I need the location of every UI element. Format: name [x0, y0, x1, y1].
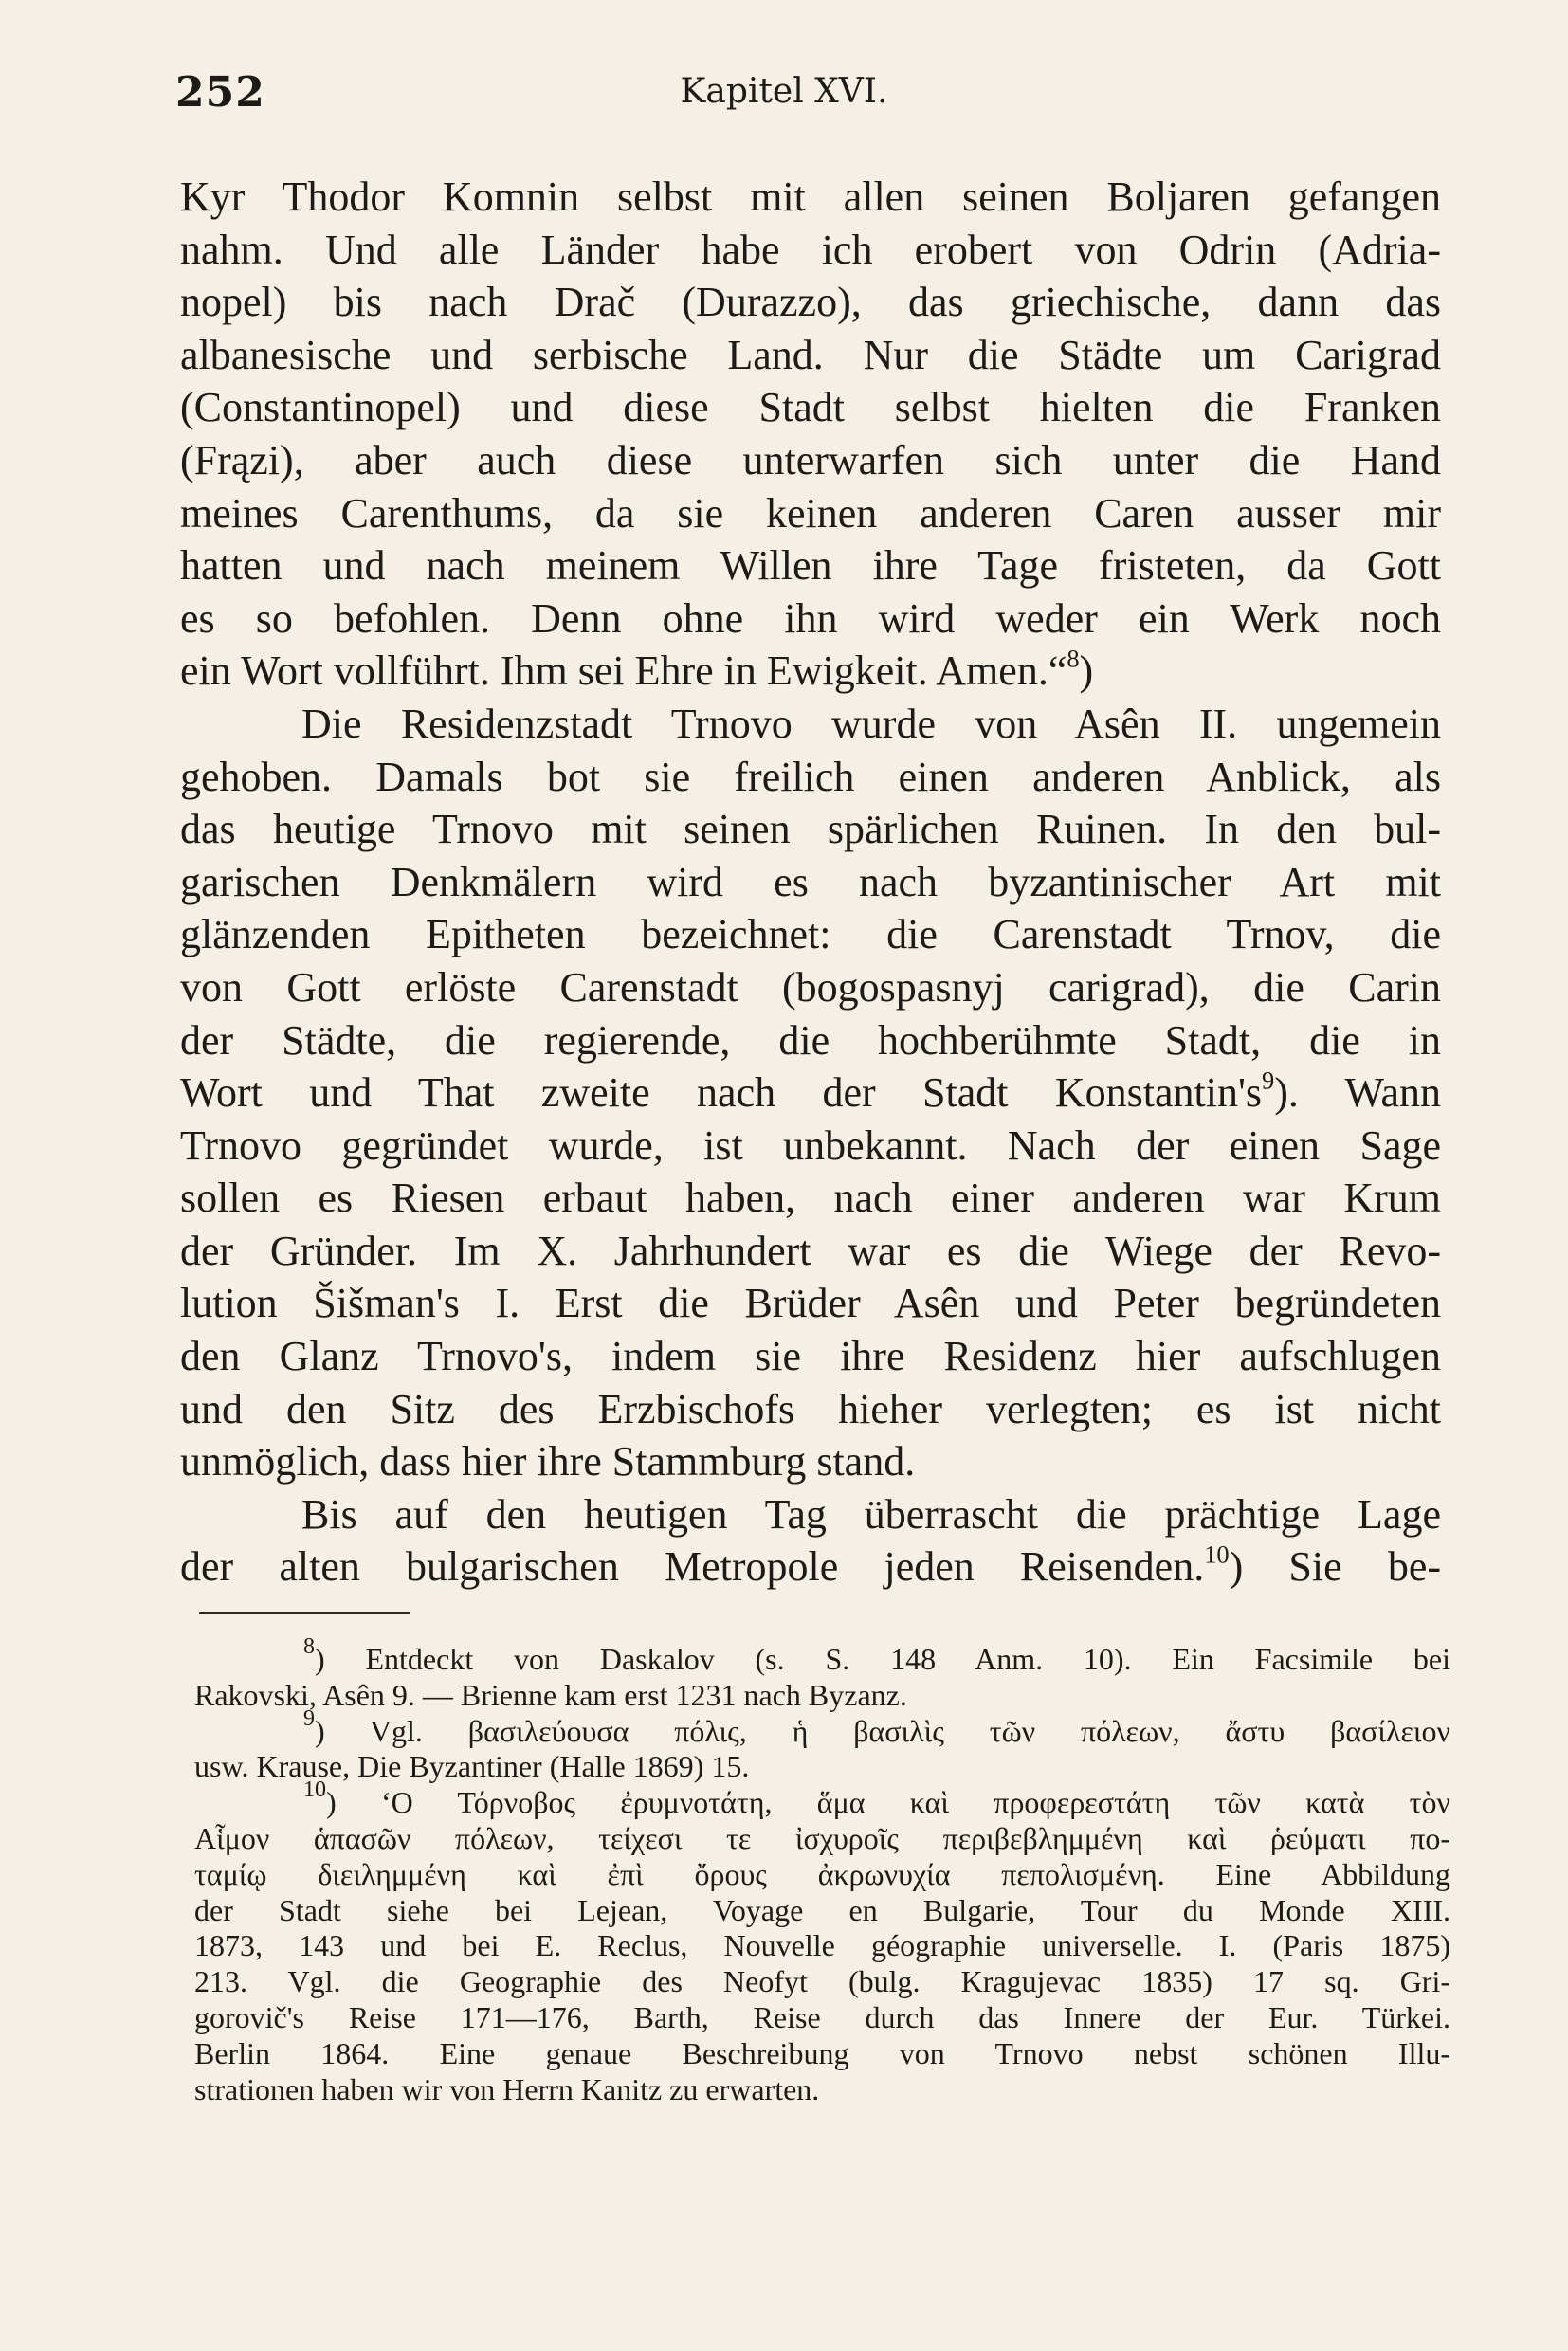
footnote-line: gorovič's Reise 171—176, Barth, Reise durch das Innere der Eur. Türkei.	[194, 1999, 1450, 2034]
text-line: lution Šišman's I. Erst die Brüder Asên und Peter begründeten	[180, 1280, 1441, 1327]
text-line: sollen es Riesen erbaut haben, nach einer anderen war Krum	[180, 1175, 1441, 1222]
footnote-marker: 8	[303, 1634, 315, 1660]
text-line: gehoben. Damals bot sie freilich einen anderen Anblick, als	[180, 753, 1441, 800]
text-line	[180, 645, 1441, 698]
footnote-line: 1873, 143 und bei E. Reclus, Nouvelle géographie universelle. I. (Paris 1875)	[194, 1928, 1450, 1963]
footnote-ref: 9	[1262, 1066, 1275, 1095]
text-line: (Frązi), aber auch diese unterwarfen sich unter die Hand	[180, 436, 1441, 483]
text-line: Kyr Thodor Komnin selbst mit allen seinen Boljaren gefangen	[180, 173, 1441, 220]
footnote-line: der Stadt siehe bei Lejean, Voyage en Bulgarie, Tour du Monde XIII.	[194, 1892, 1450, 1927]
text-line: es so befohlen. Denn ohne ihn wird weder ein Werk noch	[180, 594, 1441, 642]
text-segment: Sie be-	[1288, 1543, 1441, 1591]
footnotes	[194, 1634, 1450, 2107]
page-number: 252	[175, 68, 265, 117]
text-segment: )	[1079, 647, 1094, 695]
text-line: nopel) bis nach Drač (Durazzo), das griechische, dann das	[180, 279, 1441, 326]
text-segment: ) ʻΟ Τόρνοβος ἐρυμνοτάτη, ἅμα καὶ προφερεστάτη τῶν κατὰ τὸν	[326, 1785, 1450, 1820]
text-line: der Städte, die regierende, die hochberühmte Stadt, die in	[180, 1016, 1441, 1064]
footnote-divider	[199, 1612, 410, 1614]
text-line: garischen Denkmälern wird es nach byzantinischer Art mit	[180, 858, 1441, 905]
footnote-line: Berlin 1864. Eine genaue Beschreibung von Trnovo nebst schönen Illu-	[194, 2035, 1450, 2070]
text-line: und den Sitz des Erzbischofs hieher verlegten; es ist nicht	[180, 1385, 1441, 1432]
footnote-ref: 10	[1204, 1540, 1230, 1569]
text-line: das heutige Trnovo mit seinen spärlichen Ruinen. In den bul-	[180, 806, 1441, 853]
text-line: Die Residenzstadt Trnovo wurde von Asên II. ungemein	[301, 700, 1441, 747]
text-segment: der alten bulgarischen Metropole jeden Reisenden.	[180, 1543, 1205, 1591]
text-segment: )	[1229, 1543, 1244, 1591]
text-segment: ) Vgl. βασιλεύουσα πόλις, ἡ βασιλὶς τῶν πόλεων, ἄστυ βασίλειον	[315, 1713, 1450, 1748]
text-line: hatten und nach meinem Willen ihre Tage fristeten, da Gott	[180, 542, 1441, 590]
footnote-line: usw. Krause, Die Byzantiner (Halle 1869) 15.	[194, 1749, 750, 1784]
footnote-line: Αἷμον ἁπασῶν πόλεων, τείχεσι τε ἰσχυροῖς περιβεβλημμένη καὶ ῥεύματι πο-	[194, 1820, 1450, 1855]
footnote-line	[194, 1777, 1450, 1821]
text-line: (Constantinopel) und diese Stadt selbst hielten die Franken	[180, 384, 1441, 431]
footnote-line: strationen haben wir von Herrn Kanitz zu erwarten.	[194, 2071, 820, 2106]
footnote-line	[194, 1705, 1450, 1750]
footnote-line: Rakovski, Asên 9. — Brienne kam erst 1231 nach Byzanz.	[194, 1677, 907, 1712]
text-line: albanesische und serbische Land. Nur die Städte um Carigrad	[180, 331, 1441, 378]
text-line: nahm. Und alle Länder habe ich erobert von Odrin (Adria-	[180, 226, 1441, 273]
text-segment: ). Wann	[1274, 1069, 1441, 1117]
text-line: glänzenden Epitheten bezeichnet: die Carenstadt Trnov, die	[180, 911, 1441, 958]
text-line: Trnovo gegründet wurde, ist unbekannt. Nach der einen Sage	[180, 1121, 1441, 1169]
text-line: von Gott erlöste Carenstadt (bogospasnyj carigrad), die Carin	[180, 963, 1441, 1011]
text-line: den Glanz Trnovo's, indem sie ihre Residenz hier aufschlugen	[180, 1333, 1441, 1380]
text-line: Bis auf den heutigen Tag überrascht die prächtige Lage	[301, 1490, 1441, 1538]
footnote-marker: 9	[303, 1705, 315, 1731]
footnote-ref: 8	[1067, 644, 1080, 673]
footnote-line: 213. Vgl. die Geographie des Neofyt (bulg. Kragujevac 1835) 17 sq. Gri-	[194, 1964, 1450, 1999]
text-segment: Wort und That zweite nach der Stadt Konstantin's	[180, 1069, 1263, 1117]
text-segment: ein Wort vollführt. Ihm sei Ehre in Ewigkeit. Amen.“	[180, 647, 1067, 695]
text-line	[180, 1540, 1441, 1594]
text-line: unmöglich, dass hier ihre Stammburg stand.	[180, 1438, 916, 1485]
running-head: Kapitel XVI.	[680, 72, 888, 111]
text-segment: ) Entdeckt von Daskalov (s. S. 148 Anm. 10). Ein Facsimile bei	[315, 1642, 1450, 1676]
text-line: der Gründer. Im X. Jahrhundert war es die Wiege der Revo-	[180, 1227, 1441, 1274]
footnote-marker: 10	[303, 1777, 326, 1803]
footnote-line	[194, 1634, 1450, 1678]
text-line: meines Carenthums, da sie keinen anderen Caren ausser mir	[180, 489, 1441, 537]
text-line	[180, 1066, 1441, 1120]
footnote-line: ταμίῳ διειλημμένη καὶ ἐπὶ ὄρους ἀκρωνυχία πεπολισμένη. Eine Abbildung	[194, 1856, 1450, 1891]
main-text	[180, 171, 1441, 1594]
